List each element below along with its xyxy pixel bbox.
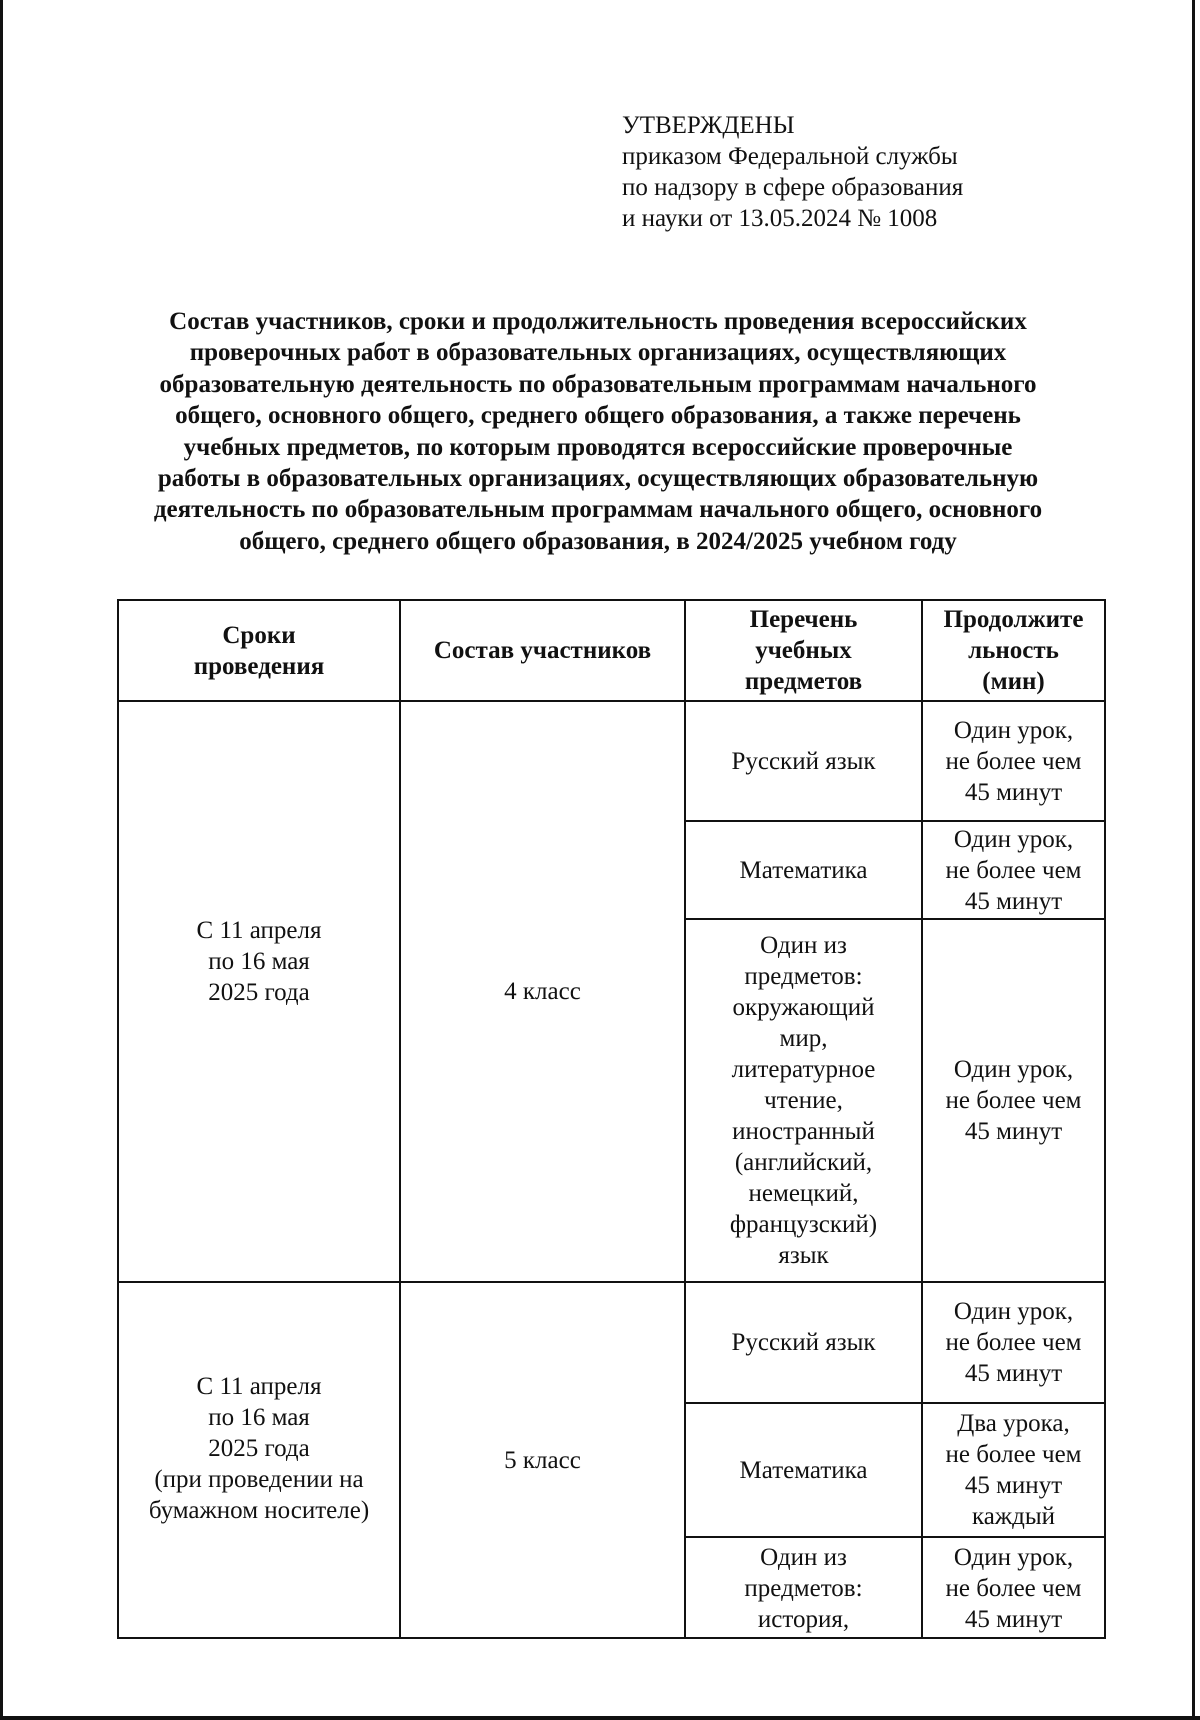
scan-border-bottom — [0, 1716, 1200, 1720]
subject-cell: Русский язык — [685, 1282, 922, 1403]
header-duration: Продолжите льность (мин) — [922, 600, 1105, 701]
header-dates: Сроки проведения — [118, 600, 400, 701]
subject-cell: Один из предметов: окружающий мир, литературное чтение, иностранный (английский, немецкий, французский) язык — [685, 919, 922, 1282]
subject-cell: Русский язык — [685, 701, 922, 821]
table-header-row — [118, 600, 1105, 701]
table-row — [118, 701, 1105, 821]
approval-line: УТВЕРЖДЕНЫ — [622, 112, 795, 139]
participants-cell: 4 класс — [400, 701, 685, 1282]
title-line: образовательную деятельность по образовательным программам начального — [159, 370, 1037, 398]
title-line: работы в образовательных организациях, осуществляющих образовательную — [157, 465, 1039, 493]
dates-cell: С 11 апреля по 16 мая 2025 года (при проведении на бумажном носителе) — [118, 1282, 400, 1638]
duration-cell: Два урока, не более чем 45 минут каждый — [922, 1403, 1105, 1537]
approval-line: и науки от 13.05.2024 № 1008 — [622, 205, 938, 232]
header-subjects: Перечень учебных предметов — [685, 600, 922, 701]
participants-cell: 5 класс — [400, 1282, 685, 1638]
title-line: общего, среднего общего образования, в 2024/2025 учебном году — [239, 527, 957, 555]
approval-stamp — [622, 110, 1062, 234]
title-line: деятельность по образовательным программам начального общего, основного — [153, 496, 1043, 524]
duration-cell: Один урок, не более чем 45 минут — [922, 701, 1105, 821]
table-row — [118, 1282, 1105, 1403]
document-title — [88, 306, 1108, 557]
title-line: Состав участников, сроки и продолжительность проведения всероссийских — [169, 308, 1027, 335]
title-line: проверочных работ в образовательных организациях, осуществляющих — [189, 339, 1007, 367]
approval-line: приказом Федеральной службы — [622, 143, 958, 170]
title-line: учебных предметов, по которым проводятся всероссийские проверочные — [183, 433, 1013, 461]
duration-cell: Один урок, не более чем 45 минут — [922, 1282, 1105, 1403]
approval-line: по надзору в сфере образования — [622, 174, 964, 201]
scan-border-left — [0, 0, 3, 1720]
subject-cell: Математика — [685, 821, 922, 919]
scan-border-right — [1192, 0, 1195, 1720]
duration-cell: Один урок, не более чем 45 минут — [922, 1537, 1105, 1638]
duration-cell: Один урок, не более чем 45 минут — [922, 919, 1105, 1282]
schedule-table — [117, 599, 1106, 1639]
dates-cell: С 11 апреля по 16 мая 2025 года — [118, 701, 400, 1282]
duration-cell: Один урок, не более чем 45 минут — [922, 821, 1105, 919]
title-line: общего, основного общего, среднего общего образования, а также перечень — [175, 402, 1021, 430]
subject-cell: Один из предметов: история, — [685, 1537, 922, 1638]
header-participants: Состав участников — [400, 600, 685, 701]
subject-cell: Математика — [685, 1403, 922, 1537]
